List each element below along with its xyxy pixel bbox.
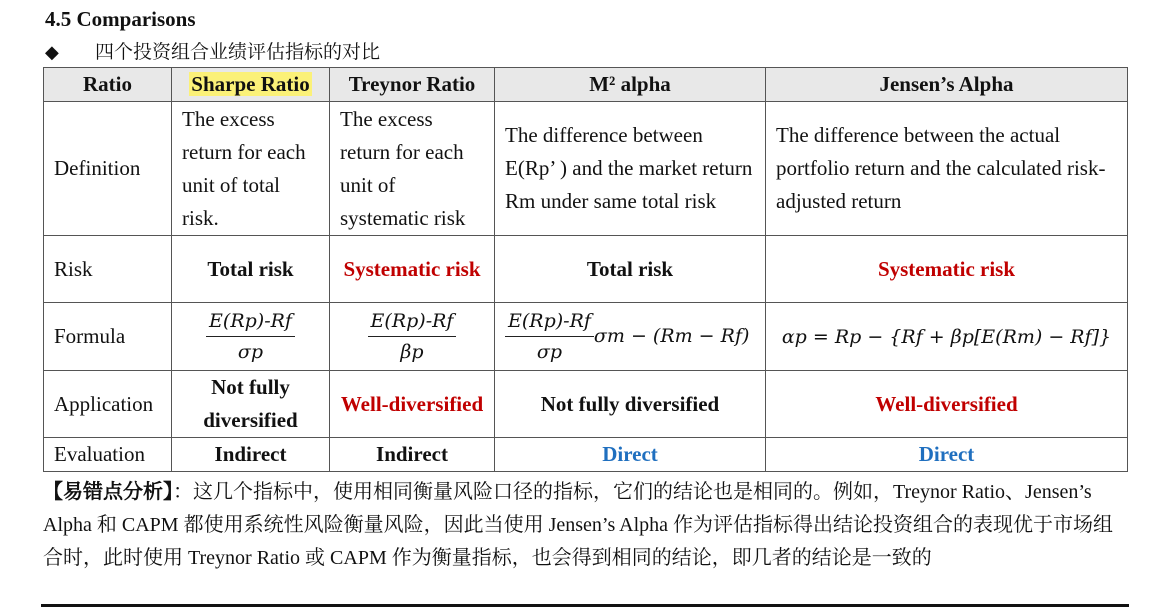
m2-denominator: σp [536,341,563,363]
evaluation-jensen: Direct [766,438,1128,472]
header-m2-alpha: M² alpha [495,68,766,102]
analysis-tag: 【易错点分析】 [43,481,173,503]
sharpe-fraction [206,308,295,365]
application-jensen: Well-diversified [766,371,1128,438]
sharpe-numerator: E(Rp)-Rf [206,308,295,337]
table-row-evaluation [44,438,1128,472]
analysis-text: ：这几个指标中，使用相同衡量风险口径的指标，它们的结论也是相同的。例如，Treynor Ratio、Jensen’s Alpha 和 CAPM 都使用系统性风险衡量风险，因此当使用 Jensen’s Alpha 作为评估指标得出结论投资组合的表现优于市场组合时，此时使用 Treynor Ratio 或 CAPM 作为衡量指标，也会得到相同的结论，即几者的结论是一致的 [43,481,1113,569]
risk-jensen: Systematic risk [766,236,1128,303]
evaluation-sharpe: Indirect [172,438,330,472]
row-label-evaluation: Evaluation [44,438,172,472]
table-header-row [44,68,1128,102]
row-label-definition: Definition [44,102,172,236]
definition-m2: The difference between E(Rp’ ) and the market return Rm under same total risk [495,102,766,236]
table-row-formula [44,303,1128,371]
bottom-divider [41,604,1129,607]
m2-formula-tail: σm − (Rm − Rf) [593,325,750,347]
formula-sharpe [172,303,330,371]
formula-treynor [330,303,495,371]
risk-treynor: Systematic risk [330,236,495,303]
application-sharpe: Not fully diversified [172,371,330,438]
application-treynor: Well-diversified [330,371,495,438]
formula-jensen [766,303,1128,371]
definition-sharpe: The excess return for each unit of total risk. [172,102,330,236]
treynor-numerator: E(Rp)-Rf [368,308,457,337]
section-heading: 4.5 Comparisons [45,7,196,31]
header-treynor: Treynor Ratio [330,68,495,102]
table-row-application [44,371,1128,438]
definition-treynor: The excess return for each unit of systematic risk [330,102,495,236]
m2-numerator: E(Rp)-Rf [505,308,594,337]
row-label-formula: Formula [44,303,172,371]
table-row-definition [44,102,1128,236]
comparison-table [43,67,1128,472]
application-m2: Not fully diversified [495,371,766,438]
sharpe-denominator: σp [237,341,264,363]
risk-sharpe: Total risk [172,236,330,303]
treynor-fraction [368,308,457,365]
table-row-risk [44,236,1128,303]
header-jensen: Jensen’s Alpha [766,68,1128,102]
highlighted-header-sharpe: Sharpe Ratio [191,72,310,96]
jensen-formula-text: αp = Rp − {Rf + βp[E(Rm) − Rf]} [781,325,1112,348]
risk-m2: Total risk [495,236,766,303]
row-label-application: Application [44,371,172,438]
diamond-bullet-icon: ◆ [45,42,59,63]
m2-fraction [505,308,594,365]
header-sharpe [172,68,330,102]
treynor-denominator: βp [400,341,424,363]
evaluation-treynor: Indirect [330,438,495,472]
formula-m2 [495,303,766,371]
row-label-risk: Risk [44,236,172,303]
evaluation-m2: Direct [495,438,766,472]
definition-jensen: The difference between the actual portfolio return and the calculated risk-adjusted return [766,102,1128,236]
subheading-line [45,38,380,66]
header-ratio: Ratio [44,68,172,102]
analysis-paragraph [43,476,1127,575]
subheading-text: 四个投资组合业绩评估指标的对比 [95,41,381,63]
